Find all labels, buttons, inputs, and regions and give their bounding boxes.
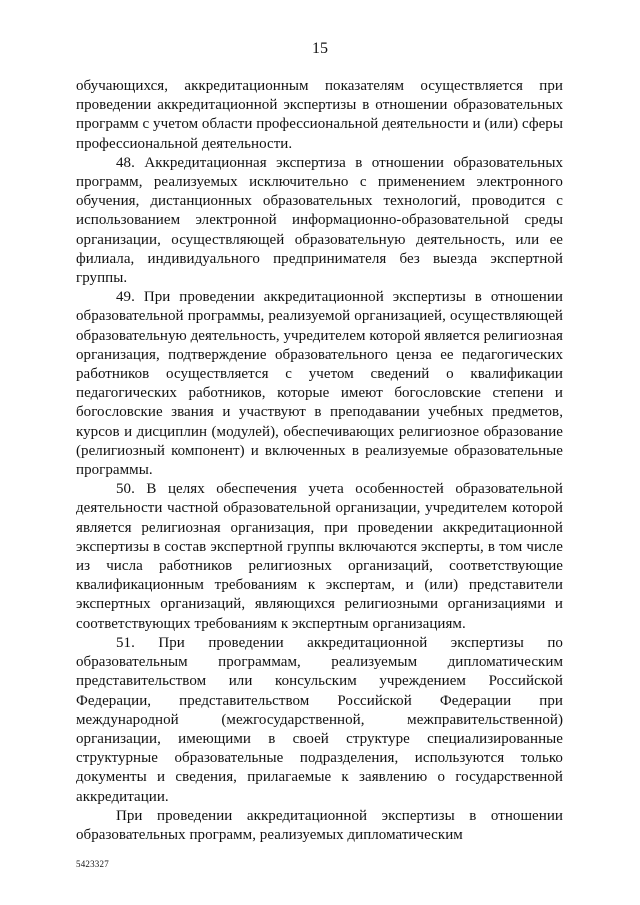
document-code: 5423327 [76,859,109,869]
page-number: 15 [312,40,328,57]
paragraph-51-continued: При проведении аккредитационной экспертизы в отношении образовательных программ, реализуемых дипломатическим [76,807,563,843]
paragraph-continuation: обучающихся, аккредитационным показателям осуществляется при проведении аккредитационной экспертизы в отношении образовательных программ с учетом области профессиональной деятельности и (или) сферы профессиональной деятельности. [76,78,563,152]
document-body [76,77,563,845]
paragraph-51: 51. При проведении аккредитационной экспертизы по образовательным программам, реализуемым дипломатическим представительством или консульским учреждением Российской Федерации, представительством Российской Федерации при международной (межгосударственной, межправительственной) организации, имеющими в своей структуре специализированные структурные образовательные подразделения, используются только документы и сведения, прилагаемые к заявлению о государственной аккредитации. [76,634,563,805]
paragraph-50: 50. В целях обеспечения учета особенностей образовательной деятельности частной образовательной организации, учредителем которой является религиозная организация, при проведении аккредитационной экспертизы в состав экспертной группы включаются эксперты, в том числе из числа работников религиозных организаций, соответствующие квалификационным требованиям к экспертам, и (или) представители экспертных организаций, являющихся религиозными организациями и соответствующих требованиям к экспертным организациям. [76,481,563,632]
paragraph-48: 48. Аккредитационная экспертиза в отношении образовательных программ, реализуемых исключительно с применением электронного обучения, дистанционных образовательных технологий, проводится с использованием электронной информационно-образовательной среды организации, осуществляющей образовательную деятельность, или ее филиала, индивидуального предпринимателя без выезда экспертной группы. [76,154,563,287]
paragraph-49: 49. При проведении аккредитационной экспертизы в отношении образовательной программы, реализуемой организацией, осуществляющей образовательную деятельность, учредителем которой является религиозная организация, подтверждение образовательного ценза ее педагогических работников осуществляется с учетом сведений о квалификации педагогических работников, которые имеют богословские степени и богословские звания и участвуют в преподавании учебных предметов, курсов и дисциплин (модулей), обеспечивающих религиозное образование (религиозный компонент) и включенных в реализуемые образовательные программы. [76,289,563,479]
